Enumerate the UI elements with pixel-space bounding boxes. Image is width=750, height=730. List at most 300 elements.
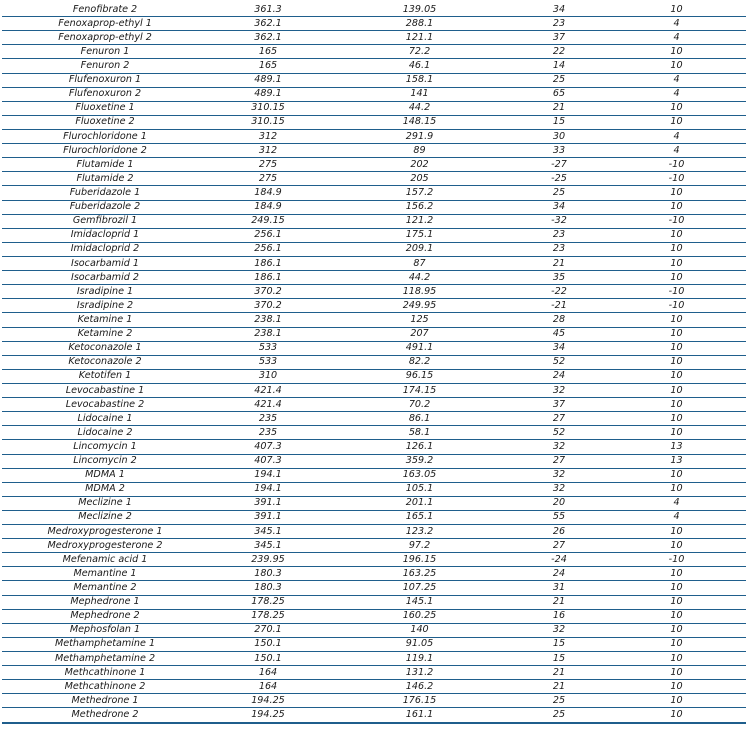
- precursor-ion-cell: 345.1: [254, 525, 282, 537]
- compound-name-cell: Fenuron 2: [80, 59, 130, 71]
- collision-energy-cell: 55: [552, 511, 566, 523]
- compound-name-cell: Fenoxaprop-ethyl 2: [58, 31, 152, 43]
- product-ion-cell: 140: [410, 624, 429, 636]
- product-ion-cell: 165.1: [405, 511, 434, 523]
- product-ion-cell: 89: [413, 144, 426, 156]
- compound-name-cell: Flutamide 1: [76, 158, 134, 170]
- voltage-cell: -10: [668, 299, 685, 311]
- voltage-cell: 10: [670, 567, 683, 579]
- product-ion-cell: 91.05: [405, 638, 434, 650]
- voltage-cell: -10: [668, 285, 685, 297]
- voltage-cell: 10: [670, 102, 683, 114]
- product-ion-cell: 174.15: [402, 384, 437, 396]
- compound-name-cell: Imidacloprid 1: [70, 229, 140, 241]
- voltage-cell: 10: [670, 313, 683, 325]
- compound-name-cell: Isradipine 2: [76, 299, 134, 311]
- collision-energy-cell: 37: [552, 398, 566, 410]
- collision-energy-cell: 34: [552, 201, 566, 213]
- precursor-ion-cell: 312: [258, 144, 278, 156]
- table-row: [2, 299, 746, 313]
- table-row: [2, 637, 746, 651]
- voltage-cell: 10: [670, 342, 683, 354]
- compound-name-cell: Ketamine 2: [77, 328, 133, 340]
- precursor-ion-cell: 345.1: [254, 539, 282, 551]
- voltage-cell: 10: [670, 186, 683, 198]
- table-row: [2, 369, 746, 383]
- precursor-ion-cell: 489.1: [254, 88, 282, 100]
- voltage-cell: 4: [673, 130, 680, 142]
- compound-name-cell: Flutamide 2: [76, 172, 134, 184]
- collision-energy-cell: 65: [552, 88, 566, 100]
- table-row: [2, 553, 746, 567]
- table-row: [2, 468, 746, 482]
- table-container: [2, 3, 746, 724]
- compound-name-cell: Fenuron 1: [80, 45, 130, 57]
- voltage-cell: -10: [668, 158, 685, 170]
- collision-energy-cell: 15: [552, 652, 566, 664]
- table-row: [2, 17, 746, 31]
- product-ion-cell: 126.1: [405, 440, 434, 452]
- table-row: [2, 623, 746, 637]
- product-ion-cell: 131.2: [405, 666, 434, 678]
- table-row: [2, 666, 746, 680]
- voltage-cell: 10: [670, 370, 683, 382]
- table-row: [2, 129, 746, 143]
- voltage-cell: 10: [670, 229, 683, 241]
- collision-energy-cell: 32: [552, 440, 566, 452]
- collision-energy-cell: 31: [552, 582, 566, 594]
- precursor-ion-cell: 533: [258, 342, 278, 354]
- collision-energy-cell: -22: [551, 285, 567, 297]
- product-ion-cell: 491.1: [405, 342, 434, 354]
- compound-name-cell: Ketotifen 1: [78, 370, 132, 382]
- table-row: [2, 271, 746, 285]
- compound-name-cell: Lincomycin 2: [73, 455, 137, 467]
- collision-energy-cell: 21: [552, 666, 566, 678]
- compound-name-cell: Gemfibrozil 1: [72, 215, 138, 227]
- collision-energy-cell: 25: [552, 694, 566, 706]
- table-row: [2, 256, 746, 270]
- table-row: [2, 59, 746, 73]
- collision-energy-cell: 25: [552, 709, 566, 721]
- voltage-cell: 10: [670, 666, 683, 678]
- voltage-cell: 13: [670, 455, 683, 467]
- voltage-cell: 4: [673, 497, 680, 509]
- product-ion-cell: 249.95: [402, 299, 437, 311]
- table-row: [2, 496, 746, 510]
- voltage-cell: 10: [670, 652, 683, 664]
- precursor-ion-cell: 362.1: [254, 31, 282, 43]
- product-ion-cell: 105.1: [405, 483, 434, 495]
- collision-energy-cell: 27: [552, 539, 566, 551]
- table-row: [2, 214, 746, 228]
- table-row: [2, 115, 746, 129]
- collision-energy-cell: 35: [552, 271, 566, 283]
- collision-energy-cell: 27: [552, 455, 566, 467]
- collision-energy-cell: 52: [552, 426, 566, 438]
- compound-name-cell: Memantine 1: [73, 567, 137, 579]
- table-row: [2, 708, 746, 723]
- voltage-cell: 4: [673, 144, 680, 156]
- voltage-cell: 4: [673, 31, 680, 43]
- precursor-ion-cell: 194.25: [251, 709, 285, 721]
- collision-energy-cell: 16: [552, 610, 566, 622]
- table-row: [2, 144, 746, 158]
- product-ion-cell: 201.1: [405, 497, 434, 509]
- compound-name-cell: Imidacloprid 2: [70, 243, 140, 255]
- product-ion-cell: 202: [410, 158, 429, 170]
- compound-name-cell: Mephosfolan 1: [69, 624, 141, 636]
- table-row: [2, 510, 746, 524]
- product-ion-cell: 119.1: [405, 652, 434, 664]
- voltage-cell: 10: [670, 116, 683, 128]
- collision-energy-cell: 21: [552, 680, 566, 692]
- precursor-ion-cell: 391.1: [254, 511, 282, 523]
- precursor-ion-cell: 310: [258, 370, 278, 382]
- precursor-ion-cell: 275: [258, 158, 278, 170]
- compound-name-cell: Meclizine 1: [78, 497, 132, 509]
- product-ion-cell: 86.1: [408, 412, 431, 424]
- voltage-cell: 10: [670, 356, 683, 368]
- voltage-cell: 10: [670, 624, 683, 636]
- collision-energy-cell: 34: [552, 3, 566, 15]
- product-ion-cell: 118.95: [402, 285, 437, 297]
- product-ion-cell: 175.1: [405, 229, 434, 241]
- voltage-cell: 10: [670, 680, 683, 692]
- voltage-cell: 4: [673, 511, 680, 523]
- compound-name-cell: Flurochloridone 1: [63, 130, 147, 142]
- precursor-ion-cell: 370.2: [254, 299, 282, 311]
- product-ion-cell: 209.1: [405, 243, 434, 255]
- voltage-cell: 10: [670, 582, 683, 594]
- voltage-cell: 10: [670, 271, 683, 283]
- precursor-ion-cell: 407.3: [254, 440, 282, 452]
- collision-energy-cell: 23: [552, 229, 566, 241]
- voltage-cell: 4: [673, 17, 680, 29]
- product-ion-cell: 158.1: [405, 74, 434, 86]
- collision-energy-cell: 32: [552, 384, 566, 396]
- compound-name-cell: Fluoxetine 1: [75, 102, 135, 114]
- product-ion-cell: 291.9: [405, 130, 434, 142]
- table-row: [2, 186, 746, 200]
- table-row: [2, 172, 746, 186]
- precursor-ion-cell: 186.1: [254, 257, 282, 269]
- collision-energy-cell: -24: [551, 553, 567, 565]
- compound-name-cell: Isocarbamid 2: [70, 271, 140, 283]
- product-ion-cell: 87: [413, 257, 426, 269]
- collision-energy-cell: 34: [552, 342, 566, 354]
- collision-energy-cell: 21: [552, 102, 566, 114]
- precursor-ion-cell: 194.1: [254, 483, 282, 495]
- precursor-ion-cell: 421.4: [254, 384, 282, 396]
- table-row: [2, 398, 746, 412]
- precursor-ion-cell: 270.1: [254, 624, 282, 636]
- table-row: [2, 581, 746, 595]
- precursor-ion-cell: 178.25: [251, 610, 285, 622]
- table-body: [2, 3, 746, 723]
- collision-energy-cell: -27: [551, 158, 567, 170]
- product-ion-cell: 207: [410, 328, 429, 340]
- precursor-ion-cell: 310.15: [251, 116, 285, 128]
- collision-energy-cell: -25: [551, 172, 567, 184]
- product-ion-cell: 359.2: [405, 455, 434, 467]
- compound-name-cell: Methamphetamine 2: [54, 652, 156, 664]
- table-row: [2, 694, 746, 708]
- product-ion-cell: 125: [410, 313, 429, 325]
- collision-energy-cell: 27: [552, 412, 566, 424]
- product-ion-cell: 160.25: [402, 610, 437, 622]
- precursor-ion-cell: 256.1: [254, 243, 282, 255]
- compound-name-cell: Methedrone 1: [71, 694, 139, 706]
- voltage-cell: 10: [670, 539, 683, 551]
- product-ion-cell: 148.15: [402, 116, 437, 128]
- product-ion-cell: 288.1: [405, 17, 434, 29]
- compound-name-cell: Levocabastine 1: [65, 384, 145, 396]
- product-ion-cell: 146.2: [405, 680, 434, 692]
- table-row: [2, 327, 746, 341]
- precursor-ion-cell: 249.15: [251, 215, 285, 227]
- collision-energy-cell: 15: [552, 116, 566, 128]
- collision-energy-cell: 28: [552, 313, 566, 325]
- product-ion-cell: 123.2: [405, 525, 434, 537]
- precursor-ion-cell: 370.2: [254, 285, 282, 297]
- voltage-cell: 10: [670, 398, 683, 410]
- product-ion-cell: 72.2: [408, 45, 431, 57]
- precursor-ion-cell: 150.1: [254, 638, 282, 650]
- voltage-cell: 10: [670, 638, 683, 650]
- collision-energy-cell: 25: [552, 74, 566, 86]
- table-row: [2, 73, 746, 87]
- collision-energy-cell: -32: [551, 215, 567, 227]
- voltage-cell: 10: [670, 610, 683, 622]
- product-ion-cell: 96.15: [405, 370, 434, 382]
- precursor-ion-cell: 165: [258, 59, 278, 71]
- compound-name-cell: MDMA 1: [85, 469, 125, 481]
- table-row: [2, 285, 746, 299]
- compound-name-cell: Mephedrone 2: [70, 610, 140, 622]
- collision-energy-cell: 23: [552, 17, 566, 29]
- compound-name-cell: Mephedrone 1: [70, 596, 140, 608]
- collision-energy-cell: 25: [552, 186, 566, 198]
- precursor-ion-cell: 362.1: [254, 17, 282, 29]
- compound-name-cell: Levocabastine 2: [65, 398, 145, 410]
- precursor-ion-cell: 235: [258, 426, 278, 438]
- collision-energy-cell: 32: [552, 624, 566, 636]
- compound-name-cell: Methcathinone 2: [64, 680, 146, 692]
- compound-name-cell: Lincomycin 1: [73, 440, 137, 452]
- compound-name-cell: Methcathinone 1: [64, 666, 146, 678]
- product-ion-cell: 145.1: [405, 596, 434, 608]
- compound-name-cell: Memantine 2: [73, 582, 137, 594]
- table-row: [2, 482, 746, 496]
- precursor-ion-cell: 164: [258, 680, 278, 692]
- collision-energy-cell: 21: [552, 257, 566, 269]
- precursor-ion-cell: 180.3: [254, 567, 282, 579]
- voltage-cell: 4: [673, 88, 680, 100]
- voltage-cell: 10: [670, 483, 683, 495]
- table-row: [2, 101, 746, 115]
- product-ion-cell: 82.2: [408, 356, 431, 368]
- compound-name-cell: Meclizine 2: [78, 511, 132, 523]
- collision-energy-cell: 33: [552, 144, 566, 156]
- precursor-ion-cell: 421.4: [254, 398, 282, 410]
- product-ion-cell: 163.25: [402, 567, 437, 579]
- collision-energy-cell: 21: [552, 596, 566, 608]
- product-ion-cell: 44.2: [408, 102, 431, 114]
- voltage-cell: 10: [670, 596, 683, 608]
- data-table: [2, 3, 746, 724]
- product-ion-cell: 70.2: [408, 398, 431, 410]
- precursor-ion-cell: 407.3: [254, 455, 282, 467]
- compound-name-cell: Fluoxetine 2: [75, 116, 135, 128]
- precursor-ion-cell: 238.1: [254, 328, 282, 340]
- collision-energy-cell: 30: [552, 130, 566, 142]
- collision-energy-cell: 14: [552, 59, 566, 71]
- table-row: [2, 440, 746, 454]
- product-ion-cell: 163.05: [402, 469, 437, 481]
- voltage-cell: 10: [670, 525, 683, 537]
- precursor-ion-cell: 165: [258, 45, 278, 57]
- table-row: [2, 426, 746, 440]
- table-row: [2, 609, 746, 623]
- table-row: [2, 200, 746, 214]
- compound-name-cell: Fuberidazole 1: [69, 186, 141, 198]
- table-row: [2, 31, 746, 45]
- voltage-cell: 10: [670, 412, 683, 424]
- product-ion-cell: 107.25: [402, 582, 437, 594]
- voltage-cell: 10: [670, 694, 683, 706]
- product-ion-cell: 176.15: [402, 694, 437, 706]
- collision-energy-cell: 32: [552, 483, 566, 495]
- table-row: [2, 595, 746, 609]
- collision-energy-cell: 32: [552, 469, 566, 481]
- table-row: [2, 87, 746, 101]
- precursor-ion-cell: 186.1: [254, 271, 282, 283]
- table-row: [2, 680, 746, 694]
- product-ion-cell: 97.2: [408, 539, 431, 551]
- precursor-ion-cell: 194.1: [254, 469, 282, 481]
- compound-name-cell: Lidocaine 1: [77, 412, 133, 424]
- product-ion-cell: 121.2: [405, 215, 434, 227]
- compound-name-cell: Flurochloridone 2: [63, 144, 147, 156]
- precursor-ion-cell: 275: [258, 172, 278, 184]
- voltage-cell: 10: [670, 59, 683, 71]
- table-row: [2, 539, 746, 553]
- compound-name-cell: Isocarbamid 1: [70, 257, 140, 269]
- voltage-cell: 10: [670, 257, 683, 269]
- voltage-cell: 10: [670, 426, 683, 438]
- table-row: [2, 3, 746, 17]
- precursor-ion-cell: 361.3: [254, 3, 282, 15]
- compound-name-cell: Medroxyprogesterone 1: [47, 525, 163, 537]
- voltage-cell: 10: [670, 469, 683, 481]
- compound-name-cell: Medroxyprogesterone 2: [47, 539, 163, 551]
- table-row: [2, 313, 746, 327]
- voltage-cell: 10: [670, 201, 683, 213]
- product-ion-cell: 44.2: [408, 271, 431, 283]
- precursor-ion-cell: 489.1: [254, 74, 282, 86]
- table-row: [2, 242, 746, 256]
- precursor-ion-cell: 256.1: [254, 229, 282, 241]
- voltage-cell: 10: [670, 384, 683, 396]
- compound-name-cell: Fenofibrate 2: [72, 3, 138, 15]
- table-row: [2, 383, 746, 397]
- product-ion-cell: 205: [410, 172, 429, 184]
- precursor-ion-cell: 391.1: [254, 497, 282, 509]
- collision-energy-cell: 52: [552, 356, 566, 368]
- precursor-ion-cell: 312: [258, 130, 278, 142]
- table-row: [2, 412, 746, 426]
- product-ion-cell: 121.1: [405, 31, 434, 43]
- collision-energy-cell: 26: [552, 525, 566, 537]
- precursor-ion-cell: 184.9: [254, 186, 282, 198]
- voltage-cell: -10: [668, 172, 685, 184]
- collision-energy-cell: 15: [552, 638, 566, 650]
- table-row: [2, 158, 746, 172]
- compound-name-cell: Ketamine 1: [77, 313, 133, 325]
- precursor-ion-cell: 184.9: [254, 201, 282, 213]
- compound-name-cell: Ketoconazole 2: [68, 356, 142, 368]
- precursor-ion-cell: 180.3: [254, 582, 282, 594]
- compound-name-cell: Methedrone 2: [71, 709, 139, 721]
- product-ion-cell: 46.1: [408, 59, 431, 71]
- voltage-cell: 10: [670, 328, 683, 340]
- voltage-cell: 10: [670, 243, 683, 255]
- collision-energy-cell: 20: [552, 497, 566, 509]
- voltage-cell: 10: [670, 45, 683, 57]
- table-row: [2, 228, 746, 242]
- voltage-cell: 13: [670, 440, 683, 452]
- voltage-cell: 10: [670, 709, 683, 721]
- precursor-ion-cell: 239.95: [251, 553, 285, 565]
- voltage-cell: -10: [668, 553, 685, 565]
- table-row: [2, 652, 746, 666]
- collision-energy-cell: 24: [552, 567, 566, 579]
- compound-name-cell: Lidocaine 2: [77, 426, 133, 438]
- product-ion-cell: 157.2: [405, 186, 434, 198]
- product-ion-cell: 141: [410, 88, 429, 100]
- table-row: [2, 45, 746, 59]
- voltage-cell: 10: [670, 3, 683, 15]
- product-ion-cell: 196.15: [402, 553, 437, 565]
- precursor-ion-cell: 533: [258, 356, 278, 368]
- product-ion-cell: 156.2: [405, 201, 434, 213]
- voltage-cell: 4: [673, 74, 680, 86]
- precursor-ion-cell: 178.25: [251, 596, 285, 608]
- compound-name-cell: Mefenamic acid 1: [62, 553, 148, 565]
- table-row: [2, 341, 746, 355]
- product-ion-cell: 161.1: [405, 709, 434, 721]
- collision-energy-cell: 45: [552, 328, 566, 340]
- precursor-ion-cell: 238.1: [254, 313, 282, 325]
- precursor-ion-cell: 150.1: [254, 652, 282, 664]
- compound-name-cell: MDMA 2: [85, 483, 125, 495]
- precursor-ion-cell: 235: [258, 412, 278, 424]
- collision-energy-cell: 22: [552, 45, 566, 57]
- product-ion-cell: 139.05: [402, 3, 437, 15]
- table-row: [2, 525, 746, 539]
- compound-name-cell: Fenoxaprop-ethyl 1: [58, 17, 152, 29]
- precursor-ion-cell: 194.25: [251, 694, 285, 706]
- precursor-ion-cell: 310.15: [251, 102, 285, 114]
- voltage-cell: -10: [668, 215, 685, 227]
- product-ion-cell: 58.1: [408, 426, 431, 438]
- compound-name-cell: Fuberidazole 2: [69, 201, 141, 213]
- collision-energy-cell: -21: [551, 299, 567, 311]
- table-row: [2, 355, 746, 369]
- compound-name-cell: Flufenoxuron 1: [68, 74, 142, 86]
- collision-energy-cell: 23: [552, 243, 566, 255]
